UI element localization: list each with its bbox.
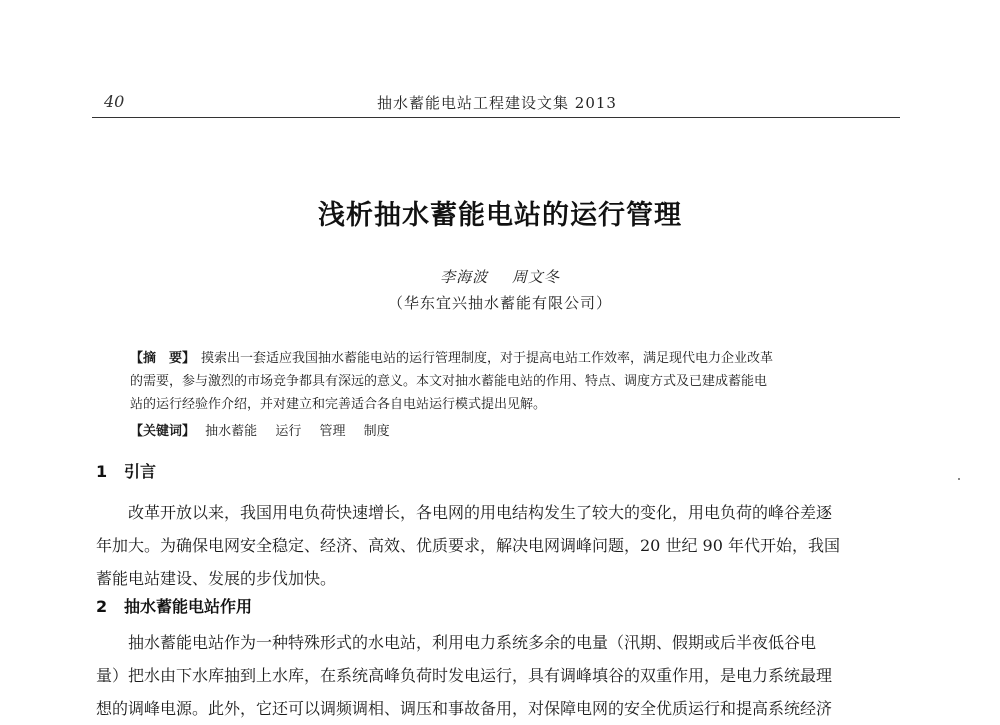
abstract-line: 站的运行经验作介绍，并对建立和完善适合各自电站运行模式提出见解。 — [130, 397, 547, 412]
header-rule — [92, 117, 900, 118]
section-title: 引言 — [124, 462, 157, 481]
book-title: 抽水蓄能电站工程建设文集 2013 — [377, 94, 617, 112]
paragraph-line: 量）把水由下水库抽到上水库，在系统高峰负荷时发电运行，具有调峰填谷的双重作用，是电力系统最理 — [96, 666, 833, 685]
section-number: 2 — [96, 597, 108, 616]
paragraph-line: 抽水蓄能电站作为一种特殊形式的水电站，利用电力系统多余的电量（汛期、假期或后半夜低谷电 — [128, 633, 817, 652]
section-number: 1 — [96, 462, 108, 481]
abstract-line — [130, 347, 875, 370]
paragraph-line: 改革开放以来，我国用电负荷快速增长，各电网的用电结构发生了较大的变化，用电负荷的峰谷差逐 — [128, 503, 833, 522]
keyword: 抽水蓄能 — [205, 424, 258, 439]
authors: 李海波 周文冬 — [440, 268, 560, 286]
paragraph-line: 想的调峰电源。此外，它还可以调频调相、调压和事故备用，对保障电网的安全优质运行和提高系统经济 — [96, 699, 833, 718]
abstract — [130, 347, 875, 416]
keywords — [130, 420, 875, 443]
keywords-label: 【关键词】 — [130, 424, 196, 439]
article-title: 浅析抽水蓄能电站的运行管理 — [318, 200, 682, 231]
keyword: 管理 — [319, 424, 346, 439]
section-heading-introduction — [96, 459, 156, 482]
keyword: 制度 — [363, 424, 390, 439]
affiliation: （华东宜兴抽水蓄能有限公司） — [387, 294, 612, 312]
paragraph-function — [96, 626, 902, 725]
section-heading-function — [96, 594, 252, 617]
keyword: 运行 — [275, 424, 302, 439]
scan-speck — [958, 478, 960, 480]
section-title: 抽水蓄能电站作用 — [124, 597, 253, 616]
paragraph-line: 蓄能电站建设、发展的步伐加快。 — [96, 569, 337, 588]
abstract-text: 摸索出一套适应我国抽水蓄能电站的运行管理制度，对于提高电站工作效率，满足现代电力企业改革 — [201, 351, 774, 366]
abstract-line: 的需要，参与激烈的市场竞争都具有深远的意义。本文对抽水蓄能电站的作用、特点、调度方式及已建成蓄能电 — [130, 374, 768, 389]
abstract-label: 【摘 要】 — [130, 351, 196, 366]
paragraph-introduction — [96, 496, 902, 595]
page-number: 40 — [104, 92, 125, 111]
paragraph-line: 年加大。为确保电网安全稳定、经济、高效、优质要求，解决电网调峰问题，20 世纪 90 年代开始，我国 — [96, 536, 840, 555]
running-header — [92, 90, 902, 116]
